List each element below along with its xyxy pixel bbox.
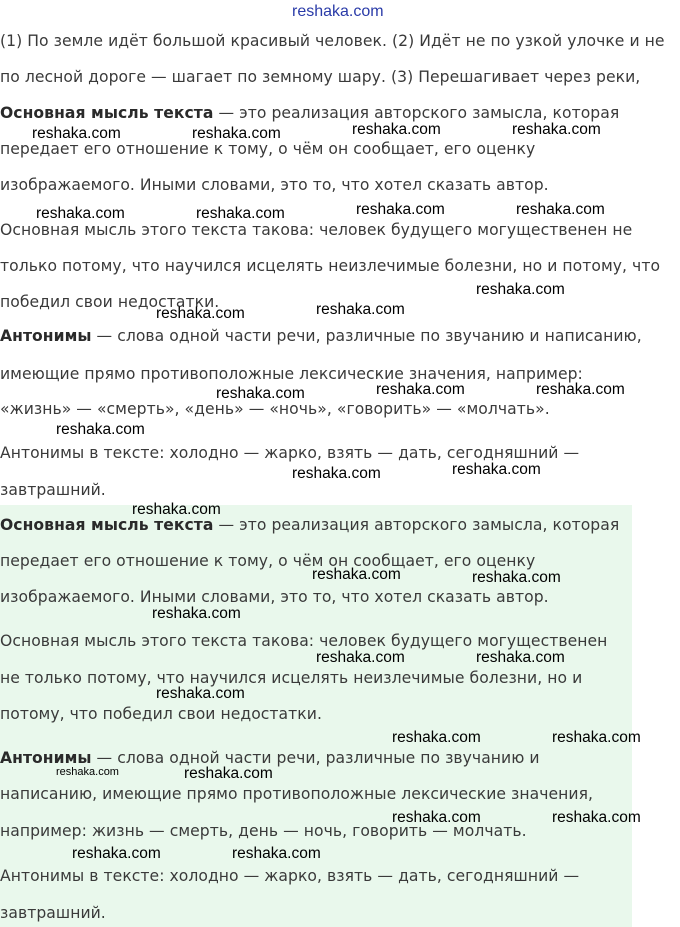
watermark: reshaka.com (216, 385, 305, 402)
watermark: reshaka.com (472, 569, 561, 586)
watermark: reshaka.com (152, 605, 241, 622)
watermark: reshaka.com (156, 305, 245, 322)
watermark: reshaka.com (476, 649, 565, 666)
text-line: имеющие прямо противоположные лексические значения, например: (0, 365, 583, 383)
watermark-small: reshaka.com (56, 766, 119, 778)
text-line: по лесной дороге — шагает по земному шару. (3) Перешагивает через реки, (0, 68, 641, 86)
watermark: reshaka.com (72, 845, 161, 862)
answer-line: завтрашний. (0, 904, 106, 922)
watermark: reshaka.com (512, 121, 601, 138)
watermark: reshaka.com (232, 845, 321, 862)
text-line: только потому, что научился исцелять неизлечимые болезни, но и потому, что (0, 257, 661, 275)
answer-line: Антонимы в тексте: холодно — жарко, взять — дать, сегодняшний — (0, 867, 580, 885)
definition-text: — слова одной части речи, различные по звучанию и написанию, (91, 327, 642, 345)
watermark: reshaka.com (156, 685, 245, 702)
term-antonyms: Антонимы (0, 749, 92, 767)
watermark: reshaka.com (32, 125, 121, 142)
watermark: reshaka.com (552, 809, 641, 826)
text-line: победил свои недостатки. (0, 293, 220, 311)
watermark: reshaka.com (184, 765, 273, 782)
answer-line (0, 515, 619, 535)
text-line: завтрашний. (0, 481, 106, 499)
answer-line: изображаемого. Иными словами, это то, что хотел сказать автор. (0, 588, 549, 606)
answer-line: написанию, имеющие прямо противоположные лексические значения, (0, 785, 594, 803)
text-line: Антонимы в тексте: холодно — жарко, взять — дать, сегодняшний — (0, 444, 580, 462)
watermark: reshaka.com (552, 729, 641, 746)
term-main-idea: Основная мысль текста (0, 516, 214, 534)
definition-text: — это реализация авторского замысла, которая (213, 104, 620, 122)
watermark: reshaka.com (132, 501, 221, 518)
watermark: reshaka.com (476, 281, 565, 298)
watermark: reshaka.com (516, 201, 605, 218)
watermark: reshaka.com (36, 205, 125, 222)
watermark: reshaka.com (392, 729, 481, 746)
watermark: reshaka.com (192, 125, 281, 142)
watermark: reshaka.com (312, 566, 401, 583)
text-line: (1) По земле идёт большой красивый человек. (2) Идёт не по узкой улочке и не (0, 32, 665, 50)
definition-text: — слова одной части речи, различные по звучанию и (91, 749, 540, 767)
answer-line: Основная мысль этого текста такова: человек будущего могущественен (0, 632, 608, 650)
definition-text: — это реализация авторского замысла, которая (213, 516, 620, 534)
watermark: reshaka.com (292, 465, 381, 482)
answer-line: передает его отношение к тому, о чём он сообщает, его оценку (0, 552, 536, 570)
term-antonyms: Антонимы (0, 327, 92, 345)
text-line (0, 326, 642, 346)
term-main-idea: Основная мысль текста (0, 104, 214, 122)
text-line: «жизнь» — «смерть», «день» — «ночь», «говорить» — «молчать». (0, 400, 550, 418)
watermark: reshaka.com (452, 461, 541, 478)
watermark: reshaka.com (356, 201, 445, 218)
text-line: передает его отношение к тому, о чём он сообщает, его оценку (0, 140, 536, 158)
answer-line: потому, что победил свои недостатки. (0, 705, 322, 723)
watermark: reshaka.com (536, 381, 625, 398)
text-line: Основная мысль этого текста такова: человек будущего могущественен не (0, 221, 633, 239)
watermark: reshaka.com (196, 205, 285, 222)
text-line: изображаемого. Иными словами, это то, что хотел сказать автор. (0, 176, 549, 194)
answer-line: например: жизнь — смерть, день — ночь, говорить — молчать. (0, 822, 527, 840)
watermark: reshaka.com (352, 121, 441, 138)
site-watermark: reshaka.com (292, 3, 384, 20)
watermark: reshaka.com (392, 809, 481, 826)
answer-line: не только потому, что научился исцелять неизлечимые болезни, но и (0, 669, 583, 687)
text-line (0, 103, 619, 123)
watermark: reshaka.com (316, 649, 405, 666)
watermark: reshaka.com (56, 421, 145, 438)
watermark: reshaka.com (376, 381, 465, 398)
watermark: reshaka.com (316, 301, 405, 318)
